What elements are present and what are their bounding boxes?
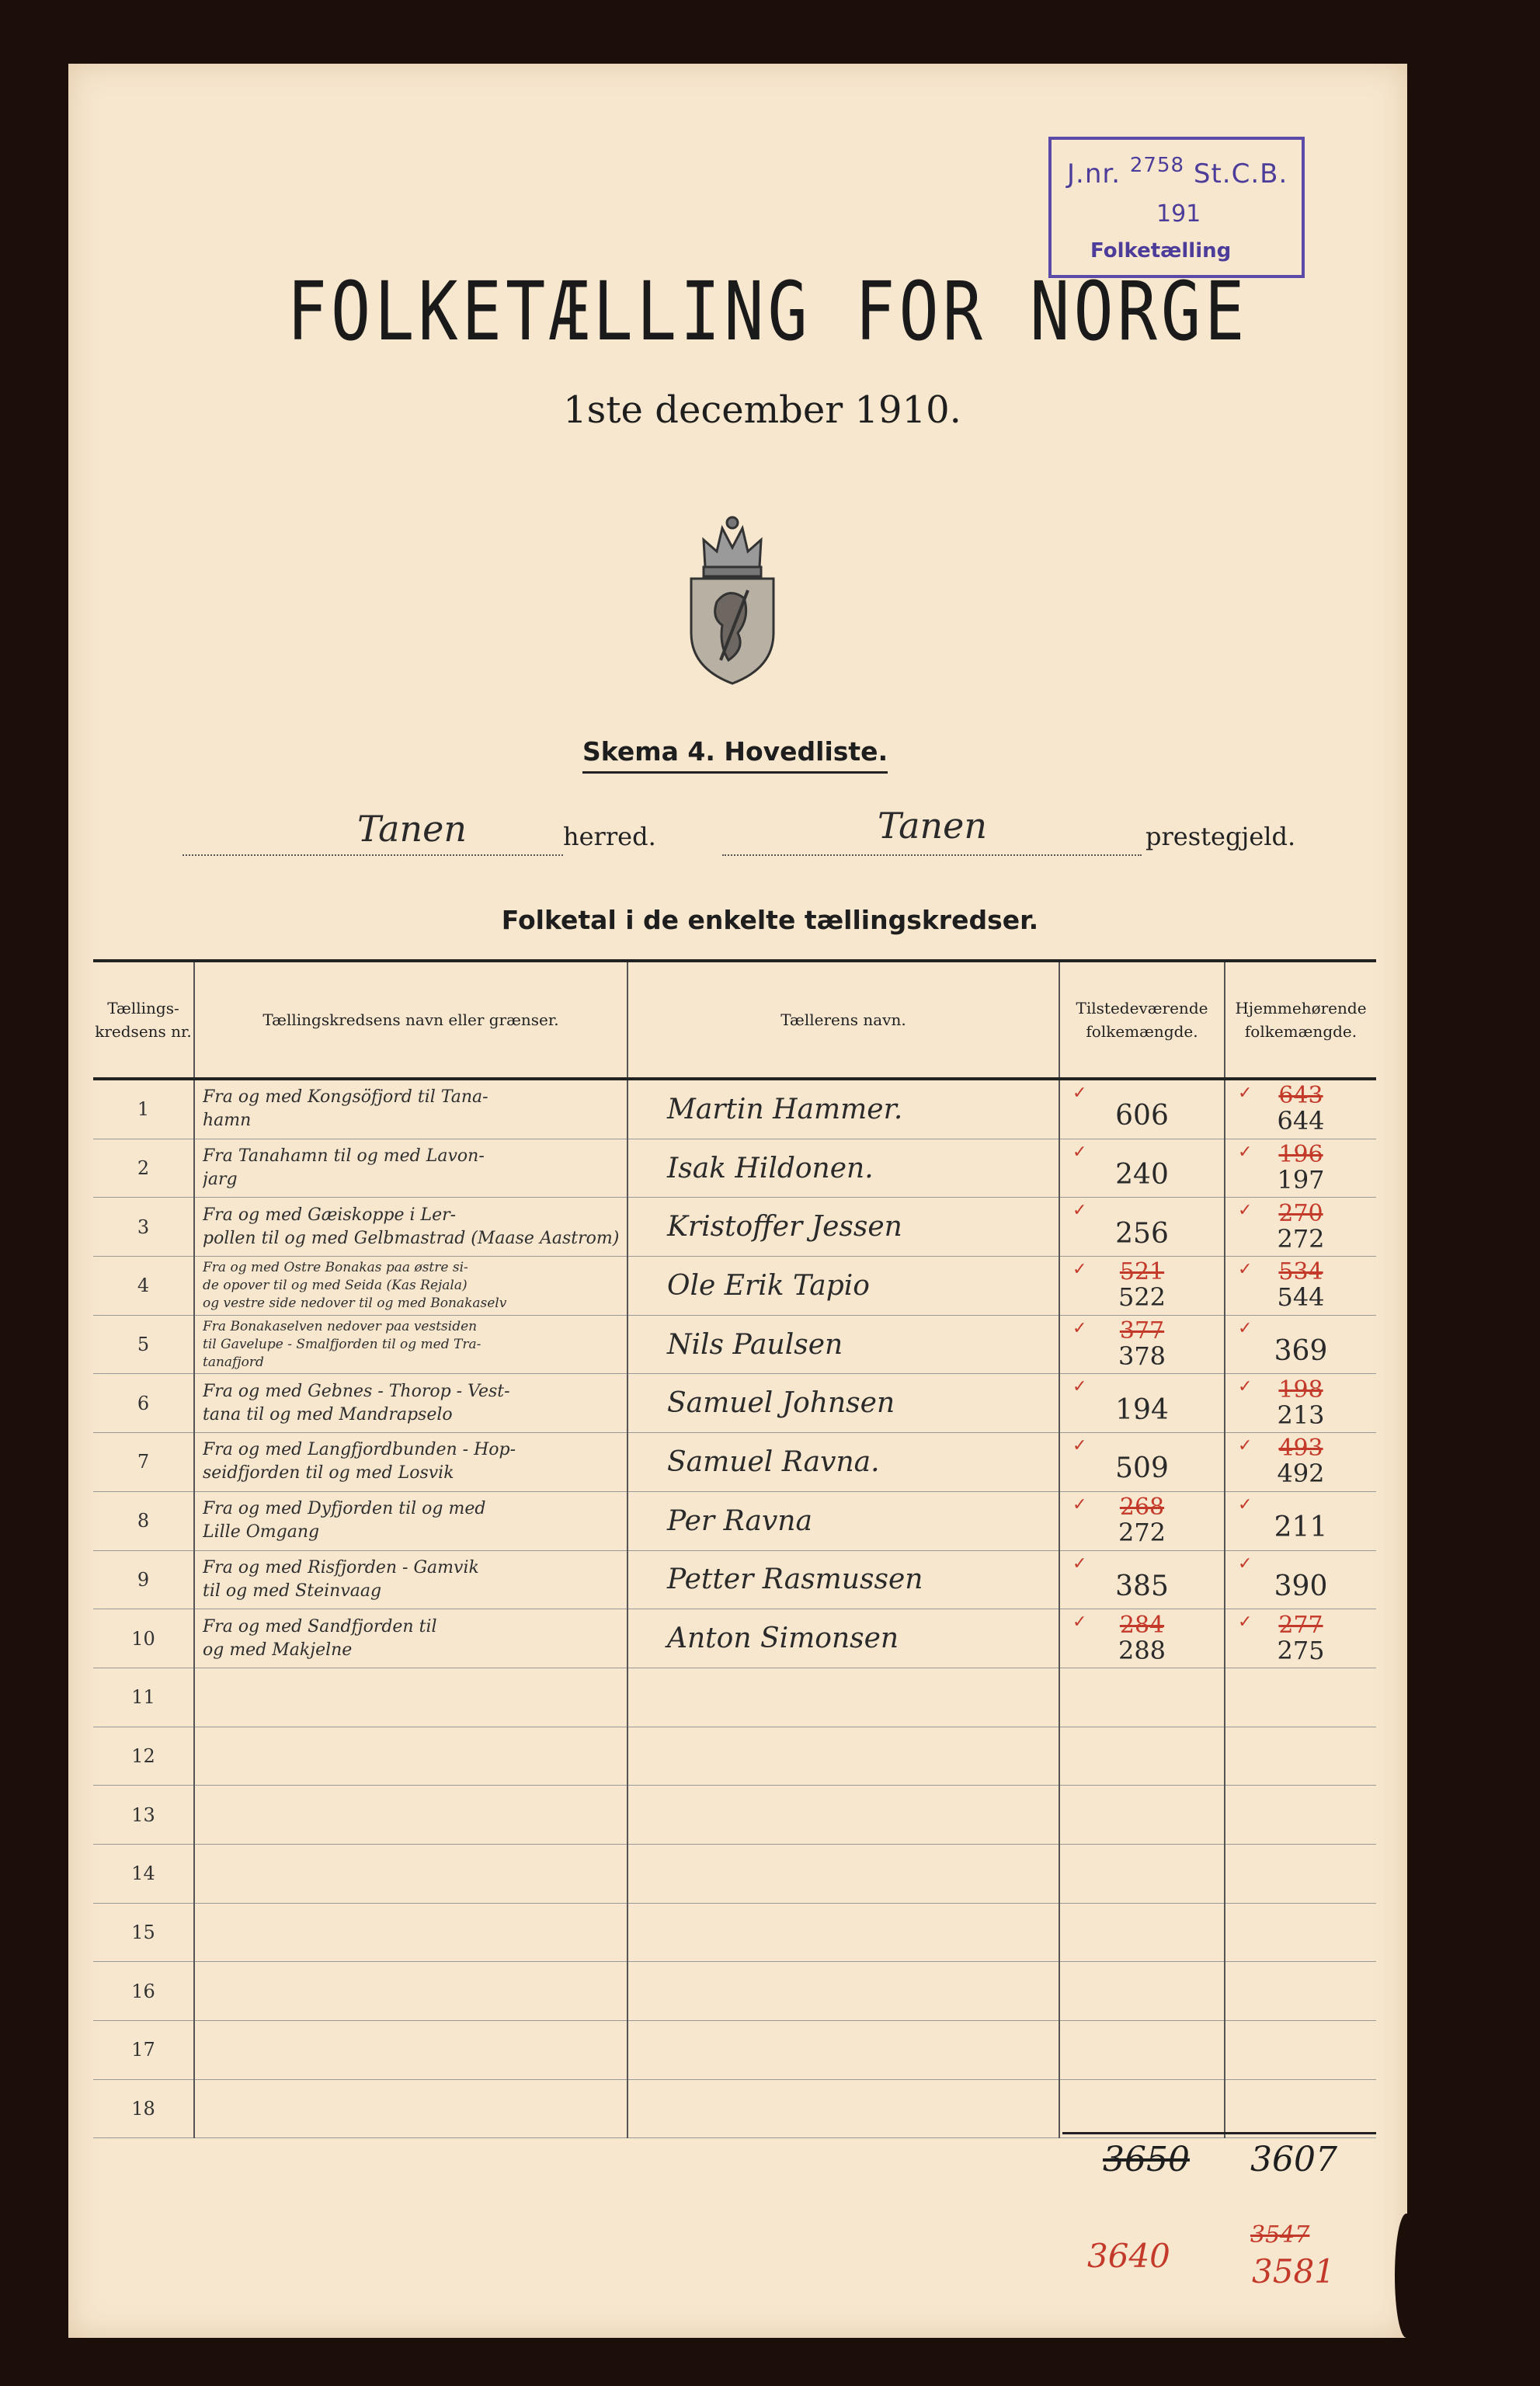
resident-population-value: 275 — [1277, 1635, 1325, 1665]
resident-population — [1225, 1198, 1376, 1257]
counter-name — [627, 1786, 1059, 1845]
col-header-nr: Tællings- kredsens nr. — [93, 961, 194, 1079]
check-mark-icon: ✓ — [1072, 1083, 1087, 1103]
row-number: 15 — [93, 1903, 194, 1962]
check-mark-icon: ✓ — [1072, 1436, 1087, 1456]
present-population-value: 288 — [1118, 1635, 1166, 1665]
resident-population — [1225, 1433, 1376, 1492]
table-row — [93, 1139, 1376, 1198]
present-population-red-correction: 377 — [1119, 1317, 1165, 1345]
resident-population-value — [1225, 1690, 1376, 1704]
total-resident: 3607 — [1250, 2140, 1337, 2179]
row-number: 1 — [93, 1079, 194, 1139]
present-population — [1059, 2021, 1225, 2080]
check-mark-icon: ✓ — [1238, 1377, 1253, 1397]
page-title: FOLKETÆLLING FOR NORGE — [287, 264, 1249, 359]
check-mark-icon: ✓ — [1238, 1260, 1253, 1280]
resident-population — [1225, 1491, 1376, 1550]
check-mark-icon: ✓ — [1238, 1318, 1253, 1338]
check-mark-icon: ✓ — [1072, 1318, 1087, 1338]
norwegian-coat-of-arms-icon — [674, 493, 791, 687]
herred-value: Tanen — [357, 808, 468, 850]
present-population-value — [1060, 1690, 1224, 1704]
district-boundaries — [194, 1668, 627, 1727]
row-number: 4 — [93, 1257, 194, 1316]
present-population-value — [1060, 1925, 1224, 1939]
row-number: 3 — [93, 1198, 194, 1257]
district-boundaries — [194, 1198, 627, 1257]
archive-stamp — [1048, 137, 1305, 278]
district-boundary-line: jarg — [203, 1170, 238, 1190]
col-header-counter: Tællerens navn. — [627, 961, 1059, 1079]
table-row — [93, 1844, 1376, 1903]
check-mark-icon: ✓ — [1238, 1083, 1253, 1103]
prestegjeld-value: Tanen — [878, 805, 988, 847]
resident-population-value — [1225, 1749, 1376, 1763]
total-present-corrected: 3640 — [1087, 2237, 1170, 2275]
present-population-value: 522 — [1118, 1282, 1166, 1313]
resident-population — [1225, 1374, 1376, 1433]
present-population — [1059, 1079, 1225, 1139]
counter-name — [627, 2021, 1059, 2080]
present-population-value — [1060, 1749, 1224, 1763]
check-mark-icon: ✓ — [1072, 1553, 1087, 1574]
resident-population-value: 390 — [1274, 1570, 1328, 1602]
resident-population-value — [1225, 1808, 1376, 1822]
table-row — [93, 1198, 1376, 1257]
resident-population-value: 492 — [1277, 1459, 1325, 1489]
district-boundary-line: Fra og med Langfjordbunden - Hop- — [203, 1440, 516, 1460]
present-population — [1059, 1903, 1225, 1962]
present-population-value — [1060, 1984, 1224, 1998]
district-boundary-line: Fra og med Risfjorden - Gamvik — [203, 1557, 479, 1577]
table-row — [93, 1962, 1376, 2021]
row-number: 12 — [93, 1727, 194, 1786]
district-boundary-line: tana til og med Mandrapselo — [203, 1404, 453, 1424]
district-boundary-line: hamn — [203, 1111, 252, 1131]
table-header-row — [93, 961, 1376, 1079]
resident-population-value — [1225, 1984, 1376, 1998]
district-boundaries — [194, 1609, 627, 1668]
schema-label: Skema 4. Hovedliste. — [582, 736, 888, 774]
counter-name — [627, 2079, 1059, 2138]
col-header-area: Tællingskredsens navn eller grænser. — [194, 961, 627, 1079]
table-row — [93, 2021, 1376, 2080]
prestegjeld-label: prestegjeld. — [1145, 822, 1296, 851]
row-number: 14 — [93, 1844, 194, 1903]
district-boundary-line: Fra og med Gæiskoppe i Ler- — [203, 1205, 457, 1225]
col-header-present: Tilstedeværende folkemængde. — [1059, 961, 1225, 1079]
district-boundaries — [194, 1727, 627, 1786]
present-population-value: 385 — [1115, 1570, 1169, 1602]
table-row — [93, 1550, 1376, 1609]
stamp-jnr-suffix: St.C.B. — [1193, 158, 1288, 190]
resident-population-red-correction: 534 — [1278, 1258, 1323, 1286]
check-mark-icon: ✓ — [1072, 1494, 1087, 1515]
present-population — [1059, 1727, 1225, 1786]
total-resident-corrected-crossed: 3547 — [1250, 2221, 1310, 2249]
present-population — [1059, 1550, 1225, 1609]
resident-population — [1225, 1139, 1376, 1198]
stamp-jnr-prefix: J.nr. — [1067, 158, 1121, 190]
check-mark-icon: ✓ — [1072, 1377, 1087, 1397]
check-mark-icon: ✓ — [1072, 1260, 1087, 1280]
resident-population — [1225, 1609, 1376, 1668]
resident-population — [1225, 1844, 1376, 1903]
district-boundary-line: Lille Omgang — [203, 1522, 320, 1543]
present-population — [1059, 1315, 1225, 1374]
table-row — [93, 1491, 1376, 1550]
census-date: 1ste december 1910. — [563, 388, 961, 432]
counter-name: Petter Rasmussen — [627, 1550, 1059, 1609]
check-mark-icon: ✓ — [1238, 1494, 1253, 1515]
district-boundary-line: til Gavelupe - Smalfjorden til og med Tra- — [203, 1336, 481, 1352]
counter-name — [627, 1962, 1059, 2021]
table-row — [93, 2079, 1376, 2138]
table-row — [93, 1786, 1376, 1845]
counter-name — [627, 1727, 1059, 1786]
district-boundary-line: de opover til og med Seida (Kas Rejala) — [203, 1277, 468, 1293]
counter-name: Ole Erik Tapio — [627, 1257, 1059, 1316]
present-population — [1059, 1139, 1225, 1198]
present-population — [1059, 1786, 1225, 1845]
resident-population-value — [1225, 1866, 1376, 1880]
resident-population — [1225, 1962, 1376, 2021]
counter-name — [627, 1903, 1059, 1962]
check-mark-icon: ✓ — [1072, 1201, 1087, 1221]
table-row — [93, 1668, 1376, 1727]
row-number: 18 — [93, 2079, 194, 2138]
resident-population-value: 644 — [1277, 1106, 1325, 1136]
present-population-red-correction: 268 — [1119, 1494, 1165, 1522]
census-table — [93, 959, 1376, 2138]
district-boundary-line: seidfjorden til og med Losvik — [203, 1463, 454, 1483]
present-population-value — [1060, 1866, 1224, 1880]
district-boundary-line: Fra og med Gebnes - Thorop - Vest- — [203, 1381, 510, 1401]
present-population — [1059, 1609, 1225, 1668]
present-population — [1059, 1491, 1225, 1550]
district-boundaries — [194, 1550, 627, 1609]
district-boundary-line: til og med Steinvaag — [203, 1581, 382, 1601]
resident-population — [1225, 2079, 1376, 2138]
present-population-value: 378 — [1118, 1341, 1166, 1372]
district-boundaries — [194, 1374, 627, 1433]
row-number: 9 — [93, 1550, 194, 1609]
district-boundary-line: tanafjord — [203, 1354, 264, 1370]
counter-name: Isak Hildonen. — [627, 1139, 1059, 1198]
resident-population — [1225, 1315, 1376, 1374]
district-boundary-line: Fra Bonakaselven nedover paa vestsiden — [203, 1318, 478, 1334]
check-mark-icon: ✓ — [1072, 1142, 1087, 1162]
present-population-value: 194 — [1115, 1393, 1169, 1426]
check-mark-icon: ✓ — [1238, 1612, 1253, 1633]
district-boundary-line: pollen til og med Gelbmastrad (Maase Aastrom) — [203, 1228, 620, 1248]
resident-population-value: 544 — [1277, 1282, 1325, 1313]
counter-name: Anton Simonsen — [627, 1609, 1059, 1668]
present-population-value — [1060, 1808, 1224, 1822]
row-number: 8 — [93, 1491, 194, 1550]
resident-population-red-correction: 277 — [1278, 1611, 1323, 1639]
counter-name: Kristoffer Jessen — [627, 1198, 1059, 1257]
check-mark-icon: ✓ — [1238, 1436, 1253, 1456]
table-row — [93, 1433, 1376, 1492]
present-population — [1059, 2079, 1225, 2138]
district-boundaries — [194, 1433, 627, 1492]
present-population-value — [1060, 2043, 1224, 2057]
district-boundaries — [194, 1844, 627, 1903]
counter-name: Samuel Ravna. — [627, 1433, 1059, 1492]
present-population — [1059, 1198, 1225, 1257]
resident-population-red-correction: 198 — [1278, 1376, 1323, 1403]
table-title: Folketal i de enkelte tællingskredser. — [501, 905, 1039, 935]
stamp-journal-line — [1067, 154, 1288, 190]
resident-population — [1225, 1668, 1376, 1727]
present-population-value — [1060, 2102, 1224, 2116]
present-population-value: 606 — [1115, 1100, 1169, 1132]
row-number: 17 — [93, 2021, 194, 2080]
stamp-jnr-number: 2758 — [1129, 154, 1185, 177]
resident-population-value: 272 — [1277, 1223, 1325, 1254]
resident-population-value: 197 — [1277, 1165, 1325, 1195]
present-population — [1059, 1962, 1225, 2021]
present-population — [1059, 1668, 1225, 1727]
district-boundary-line: Fra og med Ostre Bonakas paa østre si- — [203, 1259, 468, 1275]
district-boundaries — [194, 1257, 627, 1316]
district-boundaries — [194, 1315, 627, 1374]
resident-population-red-correction: 270 — [1278, 1199, 1323, 1227]
check-mark-icon: ✓ — [1072, 1612, 1087, 1633]
table-row — [93, 1727, 1376, 1786]
counter-name — [627, 1844, 1059, 1903]
district-boundaries — [194, 1079, 627, 1139]
present-population-value: 256 — [1115, 1217, 1169, 1250]
row-number: 13 — [93, 1786, 194, 1845]
herred-label: herred. — [563, 822, 656, 851]
present-population — [1059, 1433, 1225, 1492]
resident-population — [1225, 1079, 1376, 1139]
resident-population-value: 213 — [1277, 1400, 1325, 1430]
table-row — [93, 1079, 1376, 1139]
present-population-red-correction: 521 — [1119, 1258, 1165, 1286]
resident-population-value — [1225, 2102, 1376, 2116]
resident-population — [1225, 1786, 1376, 1845]
district-boundaries — [194, 2021, 627, 2080]
table-row — [93, 1257, 1376, 1316]
row-number: 11 — [93, 1668, 194, 1727]
totals-rule — [1062, 2132, 1376, 2134]
check-mark-icon: ✓ — [1238, 1201, 1253, 1221]
table-body — [93, 1079, 1376, 2138]
district-boundary-line: og vestre side nedover til og med Bonakaselv — [203, 1295, 507, 1311]
resident-population — [1225, 1257, 1376, 1316]
district-boundary-line: Fra og med Dyfjorden til og med — [203, 1499, 486, 1519]
district-boundaries — [194, 1786, 627, 1845]
resident-population-red-correction: 196 — [1278, 1141, 1323, 1169]
row-number: 2 — [93, 1139, 194, 1198]
present-population-value: 272 — [1118, 1518, 1166, 1548]
district-boundaries — [194, 1962, 627, 2021]
district-boundaries — [194, 1903, 627, 1962]
table-row — [93, 1903, 1376, 1962]
present-population-red-correction: 284 — [1119, 1611, 1165, 1639]
row-number: 5 — [93, 1315, 194, 1374]
row-number: 16 — [93, 1962, 194, 2021]
total-present: 3650 — [1103, 2140, 1190, 2179]
resident-population-red-correction: 643 — [1278, 1082, 1323, 1110]
stamp-office: Folketælling — [1090, 239, 1232, 263]
resident-population — [1225, 1727, 1376, 1786]
table-row — [93, 1315, 1376, 1374]
check-mark-icon: ✓ — [1238, 1553, 1253, 1574]
present-population-value: 509 — [1115, 1452, 1169, 1485]
resident-population — [1225, 2021, 1376, 2080]
district-boundary-line: Fra og med Kongsöfjord til Tana- — [203, 1087, 488, 1108]
row-number: 7 — [93, 1433, 194, 1492]
resident-population — [1225, 1903, 1376, 1962]
resident-population-value: 211 — [1274, 1511, 1328, 1544]
counter-name: Nils Paulsen — [627, 1315, 1059, 1374]
present-population — [1059, 1844, 1225, 1903]
counter-name: Samuel Johnsen — [627, 1374, 1059, 1433]
total-resident-corrected: 3581 — [1252, 2252, 1335, 2290]
district-boundary-line: Fra Tanahamn til og med Lavon- — [203, 1146, 485, 1167]
row-number: 10 — [93, 1609, 194, 1668]
resident-population-red-correction: 493 — [1278, 1435, 1323, 1463]
resident-population-value: 369 — [1274, 1335, 1328, 1368]
stamp-year: 191 — [1156, 200, 1201, 228]
district-boundaries — [194, 2079, 627, 2138]
counter-name — [627, 1668, 1059, 1727]
resident-population-value — [1225, 2043, 1376, 2057]
torn-paper-edge — [1395, 2214, 1418, 2338]
col-header-resident: Hjemmehørende folkemængde. — [1225, 961, 1376, 1079]
district-boundary-line: og med Makjelne — [203, 1640, 353, 1660]
counter-name: Per Ravna — [627, 1491, 1059, 1550]
resident-population-value — [1225, 1925, 1376, 1939]
present-population — [1059, 1374, 1225, 1433]
table-row — [93, 1609, 1376, 1668]
present-population — [1059, 1257, 1225, 1316]
district-boundaries — [194, 1139, 627, 1198]
resident-population — [1225, 1550, 1376, 1609]
present-population-value: 240 — [1115, 1159, 1169, 1191]
row-number: 6 — [93, 1374, 194, 1433]
district-boundaries — [194, 1491, 627, 1550]
check-mark-icon: ✓ — [1238, 1142, 1253, 1162]
district-boundary-line: Fra og med Sandfjorden til — [203, 1616, 437, 1636]
table-row — [93, 1374, 1376, 1433]
counter-name: Martin Hammer. — [627, 1079, 1059, 1139]
